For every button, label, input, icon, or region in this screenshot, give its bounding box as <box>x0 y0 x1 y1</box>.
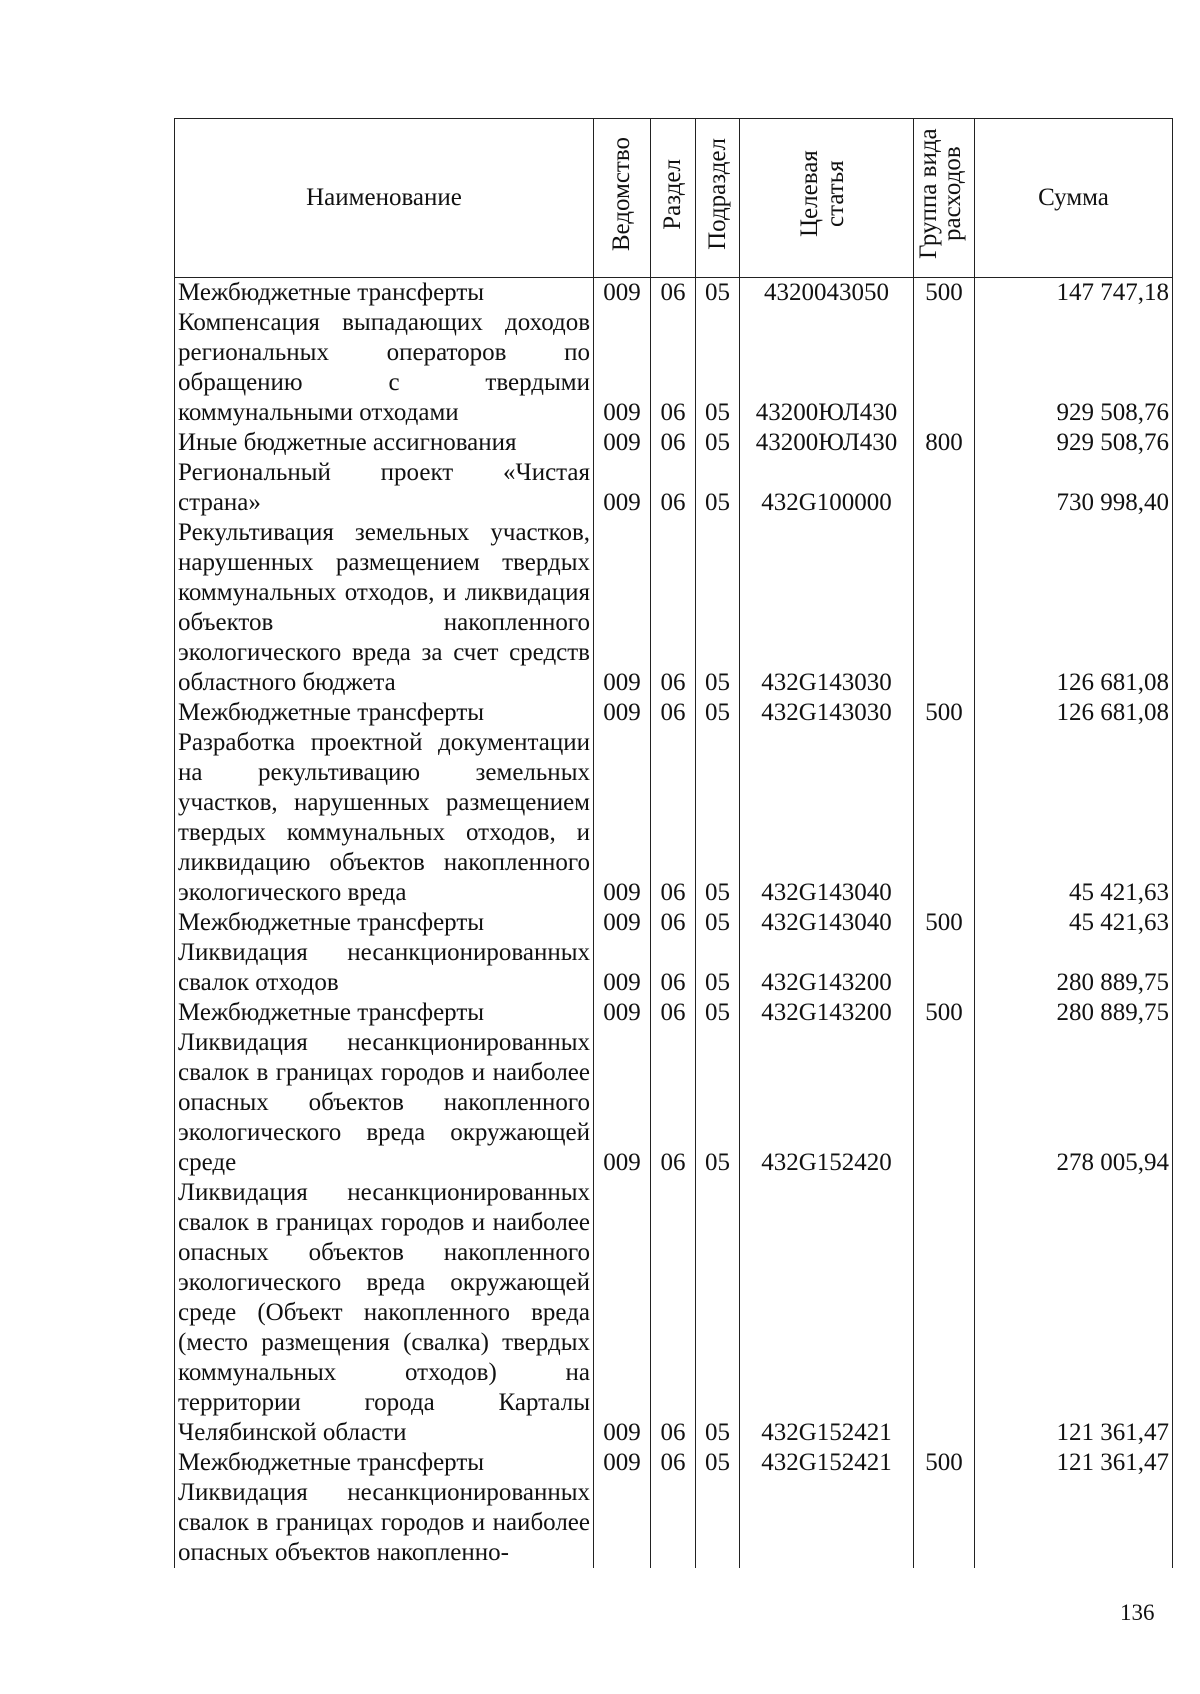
cell-podrazdel: 05 <box>696 698 740 728</box>
cell-cel: 4320043050 <box>740 278 914 309</box>
cell-grp: 800 <box>914 428 975 458</box>
table-row <box>175 1478 1173 1568</box>
header-name: Наименование <box>175 119 594 278</box>
budget-table <box>174 118 1173 1568</box>
cell-podrazdel: 05 <box>696 278 740 309</box>
cell-name: Разработка проектной документации на рекультивацию земельных участков, нарушенных размещением твердых коммунальных отходов, и ликвидацию объектов накопленного экологического вреда <box>175 728 594 908</box>
cell-ved: 009 <box>594 1028 651 1178</box>
cell-ved: 009 <box>594 458 651 518</box>
cell-ved: 009 <box>594 1178 651 1448</box>
cell-podrazdel <box>696 1478 740 1568</box>
cell-razdel: 06 <box>651 938 696 998</box>
cell-razdel: 06 <box>651 698 696 728</box>
cell-sum: 126 681,08 <box>975 518 1173 698</box>
cell-podrazdel: 05 <box>696 938 740 998</box>
cell-sum: 126 681,08 <box>975 698 1173 728</box>
table-body <box>175 278 1173 1569</box>
cell-razdel <box>651 1478 696 1568</box>
table-row <box>175 728 1173 908</box>
cell-podrazdel: 05 <box>696 308 740 428</box>
cell-grp <box>914 308 975 428</box>
table-row <box>175 908 1173 938</box>
cell-grp: 500 <box>914 1448 975 1478</box>
table-row <box>175 428 1173 458</box>
header-sum: Сумма <box>975 119 1173 278</box>
cell-cel: 432G143040 <box>740 728 914 908</box>
cell-podrazdel: 05 <box>696 1178 740 1448</box>
table-row <box>175 1028 1173 1178</box>
cell-ved: 009 <box>594 308 651 428</box>
cell-razdel: 06 <box>651 428 696 458</box>
cell-name: Межбюджетные трансферты <box>175 278 594 309</box>
table-row <box>175 458 1173 518</box>
cell-name: Межбюджетные трансферты <box>175 698 594 728</box>
cell-grp <box>914 1178 975 1448</box>
cell-grp <box>914 1478 975 1568</box>
cell-cel: 432G143200 <box>740 998 914 1028</box>
cell-ved: 009 <box>594 728 651 908</box>
cell-podrazdel: 05 <box>696 908 740 938</box>
cell-grp <box>914 458 975 518</box>
cell-razdel: 06 <box>651 278 696 309</box>
cell-podrazdel: 05 <box>696 728 740 908</box>
cell-cel: 432G152421 <box>740 1178 914 1448</box>
cell-sum: 280 889,75 <box>975 998 1173 1028</box>
cell-name: Ликвидация несанкционированных свалок в границах городов и наиболее опасных объектов накопленно- <box>175 1478 594 1568</box>
cell-razdel: 06 <box>651 1448 696 1478</box>
cell-ved: 009 <box>594 698 651 728</box>
cell-sum: 730 998,40 <box>975 458 1173 518</box>
cell-ved: 009 <box>594 1448 651 1478</box>
cell-name: Межбюджетные трансферты <box>175 998 594 1028</box>
cell-sum: 121 361,47 <box>975 1178 1173 1448</box>
table-header-row <box>175 119 1173 278</box>
cell-cel: 432G152421 <box>740 1448 914 1478</box>
cell-podrazdel: 05 <box>696 1448 740 1478</box>
cell-cel: 432G152420 <box>740 1028 914 1178</box>
cell-ved: 009 <box>594 938 651 998</box>
cell-grp <box>914 728 975 908</box>
cell-name: Межбюджетные трансферты <box>175 908 594 938</box>
cell-cel: 43200ЮЛ430 <box>740 428 914 458</box>
cell-razdel: 06 <box>651 458 696 518</box>
cell-ved: 009 <box>594 998 651 1028</box>
cell-grp: 500 <box>914 998 975 1028</box>
cell-podrazdel: 05 <box>696 428 740 458</box>
cell-cel: 432G143200 <box>740 938 914 998</box>
cell-cel <box>740 1478 914 1568</box>
header-razdel: Раздел <box>651 119 696 278</box>
header-grp: Группа вида расходов <box>914 119 975 278</box>
cell-name: Рекультивация земельных участков, нарушенных размещением твердых коммунальных отходов, и ликвидация объектов накопленного экологического вреда за счет средств областного бюджета <box>175 518 594 698</box>
table-row <box>175 518 1173 698</box>
cell-podrazdel: 05 <box>696 1028 740 1178</box>
cell-sum: 278 005,94 <box>975 1028 1173 1178</box>
cell-ved <box>594 1478 651 1568</box>
cell-podrazdel: 05 <box>696 518 740 698</box>
table-row <box>175 938 1173 998</box>
cell-grp: 500 <box>914 908 975 938</box>
header-cel: Целевая статья <box>740 119 914 278</box>
cell-razdel: 06 <box>651 728 696 908</box>
table-row <box>175 308 1173 428</box>
cell-razdel: 06 <box>651 308 696 428</box>
table-row <box>175 278 1173 309</box>
cell-grp <box>914 518 975 698</box>
cell-podrazdel: 05 <box>696 998 740 1028</box>
page-number: 136 <box>1120 1600 1155 1625</box>
cell-name: Ликвидация несанкционированных свалок в границах городов и наиболее опасных объектов накопленного экологического вреда окружающей среде <box>175 1028 594 1178</box>
cell-grp <box>914 938 975 998</box>
cell-ved: 009 <box>594 908 651 938</box>
cell-grp: 500 <box>914 698 975 728</box>
cell-sum: 929 508,76 <box>975 308 1173 428</box>
header-ved: Ведомство <box>594 119 651 278</box>
cell-ved: 009 <box>594 518 651 698</box>
cell-razdel: 06 <box>651 1178 696 1448</box>
cell-sum: 45 421,63 <box>975 728 1173 908</box>
cell-name: Ликвидация несанкционированных свалок отходов <box>175 938 594 998</box>
cell-razdel: 06 <box>651 908 696 938</box>
table-row <box>175 1178 1173 1448</box>
cell-name: Межбюджетные трансферты <box>175 1448 594 1478</box>
cell-name: Иные бюджетные ассигнования <box>175 428 594 458</box>
cell-cel: 43200ЮЛ430 <box>740 308 914 428</box>
table-row <box>175 998 1173 1028</box>
cell-cel: 432G100000 <box>740 458 914 518</box>
cell-grp: 500 <box>914 278 975 309</box>
cell-name: Региональный проект «Чистая страна» <box>175 458 594 518</box>
cell-sum: 121 361,47 <box>975 1448 1173 1478</box>
cell-sum: 929 508,76 <box>975 428 1173 458</box>
cell-podrazdel: 05 <box>696 458 740 518</box>
cell-razdel: 06 <box>651 1028 696 1178</box>
cell-cel: 432G143030 <box>740 698 914 728</box>
cell-cel: 432G143040 <box>740 908 914 938</box>
table-row <box>175 1448 1173 1478</box>
cell-razdel: 06 <box>651 998 696 1028</box>
cell-sum: 147 747,18 <box>975 278 1173 309</box>
cell-name: Компенсация выпадающих доходов региональных операторов по обращению с твердыми коммунальными отходами <box>175 308 594 428</box>
cell-razdel: 06 <box>651 518 696 698</box>
cell-cel: 432G143030 <box>740 518 914 698</box>
cell-name: Ликвидация несанкционированных свалок в границах городов и наиболее опасных объектов накопленного экологического вреда окружающей среде (Объект накопленного вреда (место размещения (свалка) твердых коммунальных отходов) на территории города Карталы Челябинской области <box>175 1178 594 1448</box>
header-podrazdel: Подраздел <box>696 119 740 278</box>
table-row <box>175 698 1173 728</box>
cell-sum: 280 889,75 <box>975 938 1173 998</box>
cell-sum: 45 421,63 <box>975 908 1173 938</box>
cell-ved: 009 <box>594 428 651 458</box>
cell-sum <box>975 1478 1173 1568</box>
cell-ved: 009 <box>594 278 651 309</box>
cell-grp <box>914 1028 975 1178</box>
